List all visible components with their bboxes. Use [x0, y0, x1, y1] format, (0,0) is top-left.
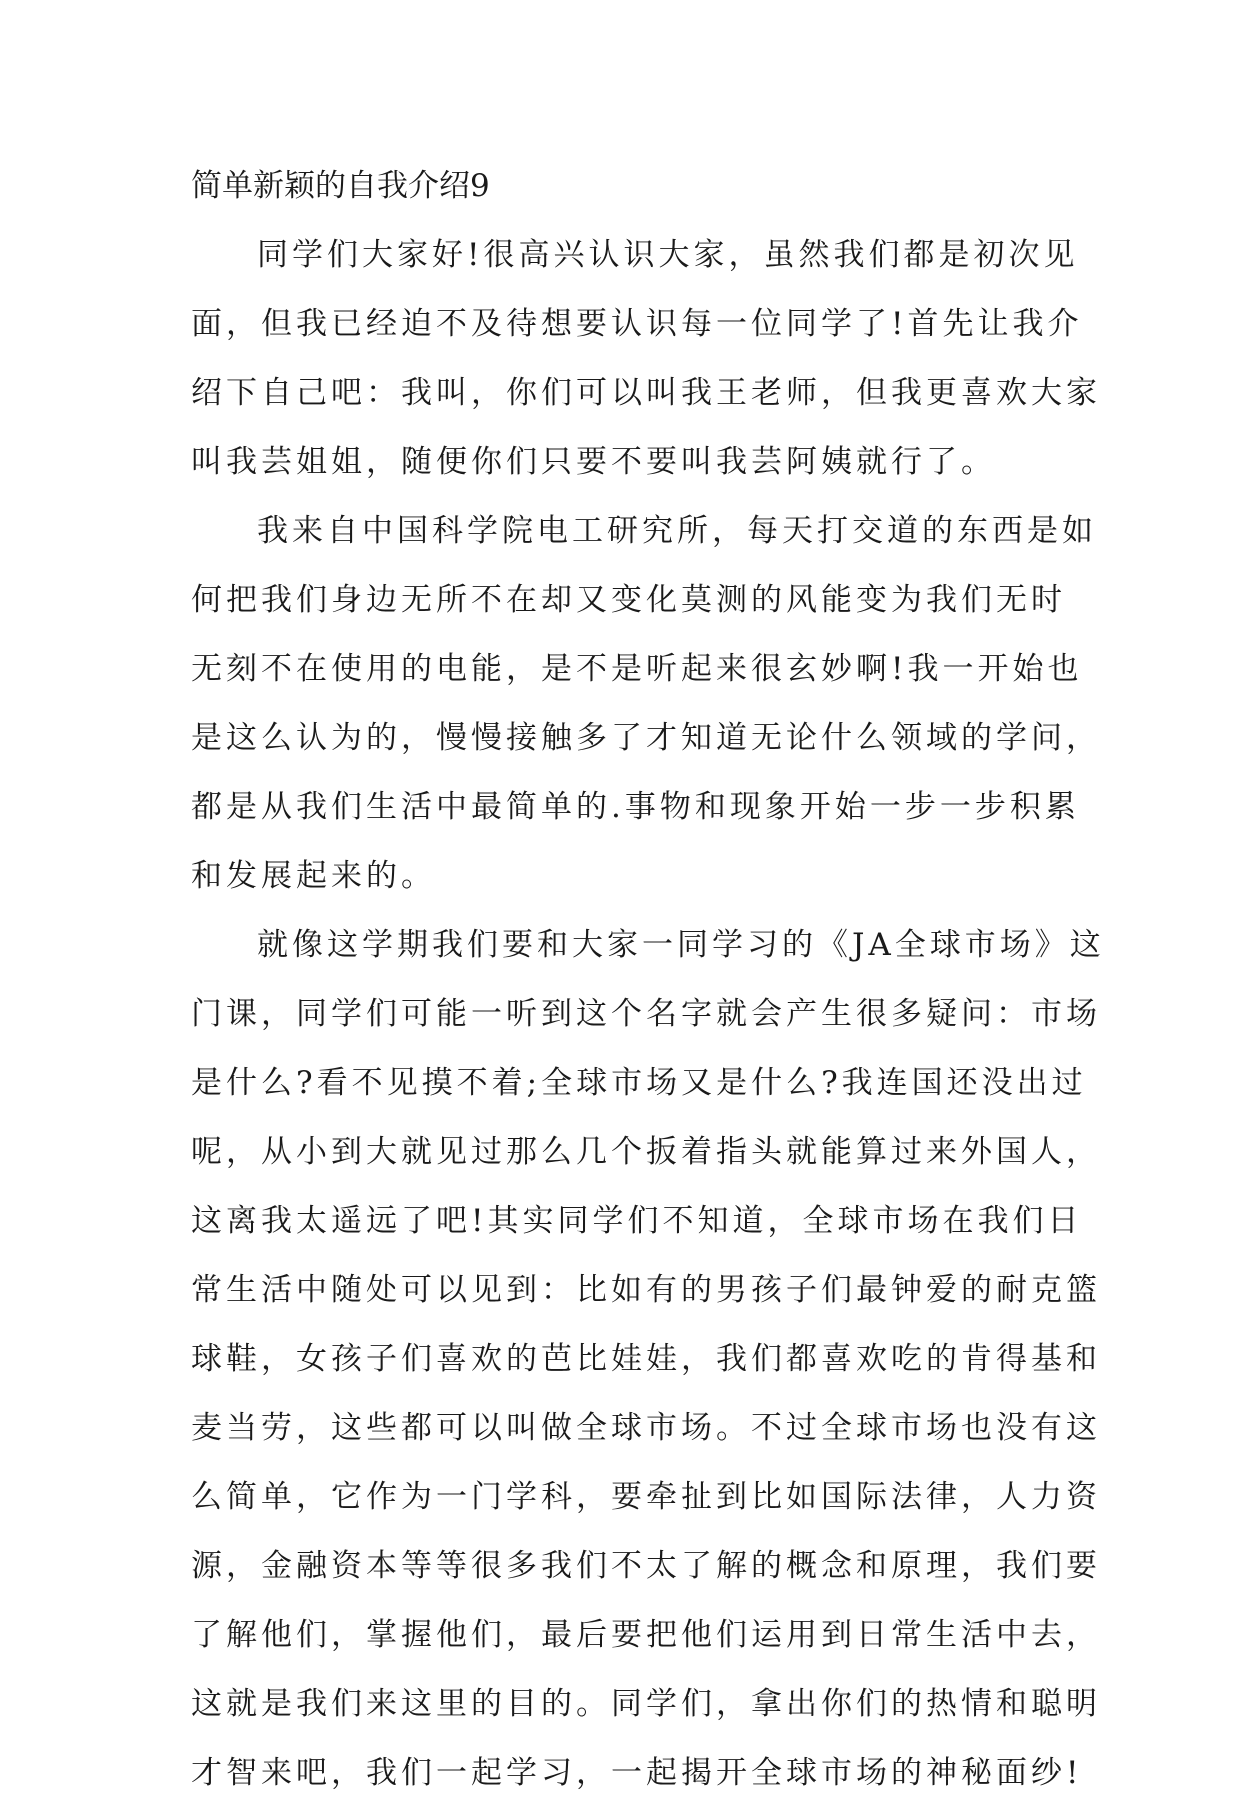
paragraph-line: 呢，从小到大就见过那么几个扳着指头就能算过来外国人，	[191, 1134, 1101, 1170]
paragraph-line: 门课，同学们可能一听到这个名字就会产生很多疑问：市场	[191, 996, 1101, 1032]
document-content	[191, 152, 1105, 1808]
paragraph-line: 是什么?看不见摸不着;全球市场又是什么?我连国还没出过	[191, 1065, 1087, 1101]
paragraph-line: 球鞋，女孩子们喜欢的芭比娃娃，我们都喜欢吃的肯得基和	[191, 1341, 1101, 1377]
paragraph-line: 么简单，它作为一门学科，要牵扯到比如国际法律，人力资	[191, 1479, 1101, 1515]
paragraph-line: 何把我们身边无所不在却又变化莫测的风能变为我们无时	[191, 582, 1066, 618]
paragraph-line: 常生活中随处可以见到：比如有的男孩子们最钟爱的耐克篮	[191, 1272, 1101, 1308]
document-title: 简单新颖的自我介绍9	[191, 168, 490, 204]
paragraph-line: 无刻不在使用的电能，是不是听起来很玄妙啊!我一开始也	[191, 651, 1083, 687]
paragraph-line: 了解他们，掌握他们，最后要把他们运用到日常生活中去，	[191, 1617, 1101, 1653]
paragraph-line: 面，但我已经迫不及待想要认识每一位同学了!首先让我介	[191, 306, 1083, 342]
paragraph-line: 都是从我们生活中最简单的.事物和现象开始一步一步积累	[191, 789, 1080, 825]
paragraph-line: 绍下自己吧：我叫，你们可以叫我王老师，但我更喜欢大家	[191, 375, 1101, 411]
paragraph-course	[191, 911, 1105, 1808]
paragraph-line: 叫我芸姐姐，随便你们只要不要叫我芸阿姨就行了。	[191, 444, 996, 480]
paragraph-line: 同学们大家好!很高兴认识大家，虽然我们都是初次见	[257, 237, 1079, 273]
paragraph-line: 是这么认为的，慢慢接触多了才知道无论什么领域的学问，	[191, 720, 1101, 756]
paragraph-line: 源，金融资本等等很多我们不太了解的概念和原理，我们要	[191, 1548, 1101, 1584]
paragraph-line: 这就是我们来这里的目的。同学们，拿出你们的热情和聪明	[191, 1686, 1101, 1722]
paragraph-line: 我来自中国科学院电工研究所，每天打交道的东西是如	[257, 513, 1097, 549]
paragraph-line: 就像这学期我们要和大家一同学习的《JA全球市场》这	[257, 927, 1105, 963]
paragraph-line: 才智来吧，我们一起学习，一起揭开全球市场的神秘面纱!	[191, 1755, 1083, 1791]
paragraph-line: 和发展起来的。	[191, 858, 436, 894]
paragraph-background	[191, 497, 1101, 911]
paragraph-greeting	[191, 221, 1101, 497]
paragraph-line: 麦当劳，这些都可以叫做全球市场。不过全球市场也没有这	[191, 1410, 1101, 1446]
paragraph-line: 这离我太遥远了吧!其实同学们不知道，全球市场在我们日	[191, 1203, 1083, 1239]
